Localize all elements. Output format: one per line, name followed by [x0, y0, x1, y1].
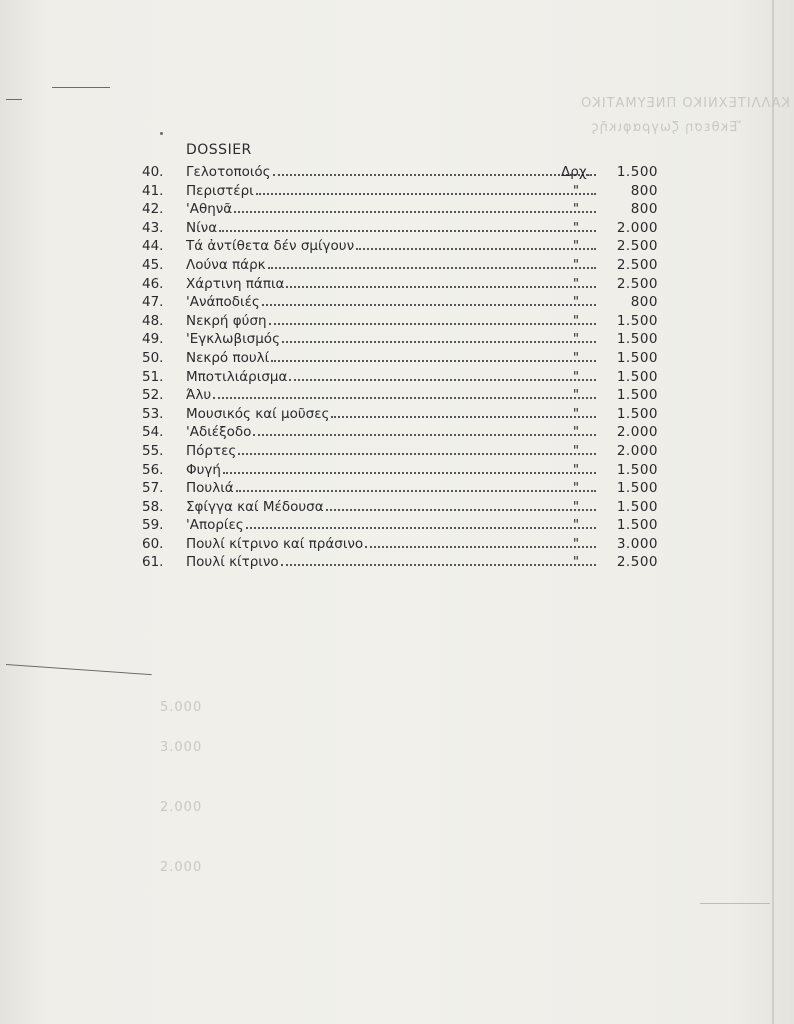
item-number: 45. — [142, 256, 164, 273]
item-title: Μποτιλιάρισμα — [186, 368, 288, 385]
item-title: Χάρτινη πάπια — [186, 275, 285, 292]
dot-leader — [238, 443, 596, 455]
item-title: Πουλί κίτρινο — [186, 554, 279, 571]
item-title: 'Εγκλωβισμός — [186, 331, 280, 348]
item-currency: Δρχ. — [561, 164, 591, 180]
item-price: 2.000 — [616, 219, 658, 236]
item-title: Άλυ — [186, 387, 212, 404]
show-through-text: Ἔκθεση ζωγραφικῆς — [590, 120, 741, 135]
price-list-row — [130, 516, 670, 535]
item-currency: " — [572, 554, 580, 571]
item-currency: " — [572, 442, 580, 459]
item-price: 1.500 — [616, 331, 658, 348]
dot-leader — [269, 313, 596, 325]
dot-leader — [273, 164, 596, 176]
item-price: 1.500 — [616, 312, 658, 329]
price-list-row — [130, 293, 670, 312]
item-price: 1.500 — [616, 164, 658, 180]
price-list-row — [130, 368, 670, 387]
item-currency: " — [572, 294, 580, 311]
item-number: 46. — [142, 275, 164, 292]
price-list-row — [130, 405, 670, 424]
item-title: Λούνα πάρκ — [186, 256, 266, 273]
item-title-leader — [186, 442, 596, 460]
item-title-leader — [186, 535, 596, 553]
section-heading: DOSSIER — [186, 142, 252, 158]
item-number: 58. — [142, 498, 164, 515]
item-currency: " — [572, 275, 580, 292]
item-currency: " — [572, 238, 580, 255]
item-price: 800 — [630, 294, 658, 311]
item-title: Νεκρό πουλί — [186, 349, 270, 366]
item-number: 41. — [142, 182, 164, 199]
item-price: 1.500 — [616, 461, 658, 478]
item-title-leader — [186, 498, 596, 516]
item-price: 1.500 — [616, 480, 658, 497]
item-number: 51. — [142, 368, 164, 385]
item-number: 49. — [142, 331, 164, 348]
item-currency: " — [572, 331, 580, 348]
dot-leader — [289, 369, 596, 381]
item-number: 59. — [142, 517, 164, 534]
price-list-row — [130, 386, 670, 405]
dot-leader — [286, 276, 596, 288]
dot-leader — [271, 350, 596, 362]
item-title: Πουλιά — [186, 480, 234, 497]
item-number: 61. — [142, 554, 164, 571]
price-list-row — [130, 442, 670, 461]
item-title: Νίνα — [186, 219, 218, 236]
dot-leader — [281, 554, 596, 566]
item-title-leader — [186, 256, 596, 274]
price-list-row — [130, 163, 670, 182]
item-price: 800 — [630, 201, 658, 218]
item-price: 2.500 — [616, 554, 658, 571]
item-title: Πόρτες — [186, 442, 237, 459]
price-list-row — [130, 312, 670, 331]
dot-leader — [253, 424, 596, 436]
item-number: 43. — [142, 219, 164, 236]
item-title: Πουλί κίτρινο καί πράσινο — [186, 535, 364, 552]
item-number: 55. — [142, 442, 164, 459]
margin-mark — [700, 903, 770, 904]
item-title-leader — [186, 368, 596, 386]
item-title: Περιστέρι — [186, 182, 254, 199]
price-list-row — [130, 535, 670, 554]
item-number: 53. — [142, 405, 164, 422]
item-number: 50. — [142, 349, 164, 366]
item-currency: " — [572, 517, 580, 534]
item-title-leader — [186, 479, 596, 497]
item-currency: " — [572, 461, 580, 478]
item-title-leader — [186, 553, 596, 571]
item-number: 56. — [142, 461, 164, 478]
item-price: 1.500 — [616, 517, 658, 534]
item-currency: " — [572, 405, 580, 422]
price-list-row — [130, 423, 670, 442]
item-title-leader — [186, 516, 596, 534]
show-through-text: 2.000 — [160, 860, 203, 875]
item-price: 1.500 — [616, 368, 658, 385]
price-list-row — [130, 498, 670, 517]
item-number: 40. — [142, 164, 164, 180]
margin-mark — [52, 87, 110, 88]
item-currency: " — [572, 201, 580, 218]
dot-leader — [262, 294, 596, 306]
price-list-row — [130, 479, 670, 498]
price-list-row — [130, 182, 670, 201]
dot-leader — [236, 480, 596, 492]
item-title: 'Αθηνᾶ — [186, 201, 233, 218]
item-title-leader — [186, 275, 596, 293]
item-title-leader — [186, 405, 596, 423]
item-currency: " — [572, 535, 580, 552]
item-title: Γελοτοποιός — [186, 164, 271, 180]
item-price: 2.500 — [616, 275, 658, 292]
item-title: 'Αδιέξοδο — [186, 424, 252, 441]
page-edge-line — [772, 0, 774, 1024]
item-price: 2.000 — [616, 424, 658, 441]
item-currency: " — [572, 368, 580, 385]
price-list-row — [130, 275, 670, 294]
item-price: 800 — [630, 182, 658, 199]
item-title-leader — [186, 293, 596, 311]
item-number: 42. — [142, 201, 164, 218]
item-price: 2.500 — [616, 238, 658, 255]
item-title: 'Ανάποδιές — [186, 294, 260, 311]
show-through-text: ΚΑΛΛΙΤΕΧΝΙΚΟ ΠΝΕΥΜΑΤΙΚΟ — [580, 96, 790, 111]
price-list-row — [130, 553, 670, 572]
item-title-leader — [186, 330, 596, 348]
price-list-row — [130, 219, 670, 238]
item-title: Φυγή — [186, 461, 221, 478]
price-list-row — [130, 256, 670, 275]
item-price: 1.500 — [616, 498, 658, 515]
price-list-row — [130, 330, 670, 349]
dot-leader — [268, 257, 596, 269]
item-title-leader — [186, 349, 596, 367]
item-currency: " — [572, 349, 580, 366]
item-price: 1.500 — [616, 405, 658, 422]
item-title-leader — [186, 423, 596, 441]
price-list-row — [130, 461, 670, 480]
item-title-leader — [186, 237, 596, 255]
item-currency: " — [572, 312, 580, 329]
item-price: 1.500 — [616, 349, 658, 366]
margin-mark — [6, 99, 22, 100]
dot-leader — [234, 201, 596, 213]
item-price: 2.000 — [616, 442, 658, 459]
dot-leader — [256, 183, 596, 195]
item-title-leader — [186, 200, 596, 218]
item-number: 47. — [142, 294, 164, 311]
item-title: Μουσικός καί μοῦσες — [186, 405, 330, 422]
price-list-row — [130, 237, 670, 256]
dot-leader — [219, 220, 596, 232]
item-currency: " — [572, 219, 580, 236]
item-title-leader — [186, 386, 596, 404]
item-price: 2.500 — [616, 256, 658, 273]
item-number: 54. — [142, 424, 164, 441]
item-number: 60. — [142, 535, 164, 552]
item-title: Σφίγγα καί Μέδουσα — [186, 498, 324, 515]
item-number: 52. — [142, 387, 164, 404]
item-title-leader — [186, 182, 596, 200]
item-title-leader — [186, 163, 596, 181]
item-currency: " — [572, 256, 580, 273]
item-price: 1.500 — [616, 387, 658, 404]
item-currency: " — [572, 182, 580, 199]
dot-leader — [282, 331, 596, 343]
price-list-row — [130, 200, 670, 219]
item-title: Τά ἀντίθετα δέν σμίγουν — [186, 238, 355, 255]
item-title: 'Απορίες — [186, 517, 244, 534]
price-list — [130, 163, 670, 572]
item-number: 48. — [142, 312, 164, 329]
item-number: 57. — [142, 480, 164, 497]
margin-dot — [160, 132, 163, 135]
item-currency: " — [572, 387, 580, 404]
dot-leader — [246, 517, 596, 529]
item-currency: " — [572, 480, 580, 497]
dot-leader — [223, 462, 596, 474]
item-currency: " — [572, 424, 580, 441]
item-currency: " — [572, 498, 580, 515]
item-price: 3.000 — [616, 535, 658, 552]
price-list-row — [130, 349, 670, 368]
item-title-leader — [186, 461, 596, 479]
show-through-text: 5.000 — [160, 700, 203, 715]
show-through-text: 2.000 — [160, 800, 203, 815]
dot-leader — [213, 387, 596, 399]
item-title-leader — [186, 312, 596, 330]
show-through-text: 3.000 — [160, 740, 203, 755]
item-title-leader — [186, 219, 596, 237]
item-title: Νεκρή φύση — [186, 312, 267, 329]
item-number: 44. — [142, 238, 164, 255]
